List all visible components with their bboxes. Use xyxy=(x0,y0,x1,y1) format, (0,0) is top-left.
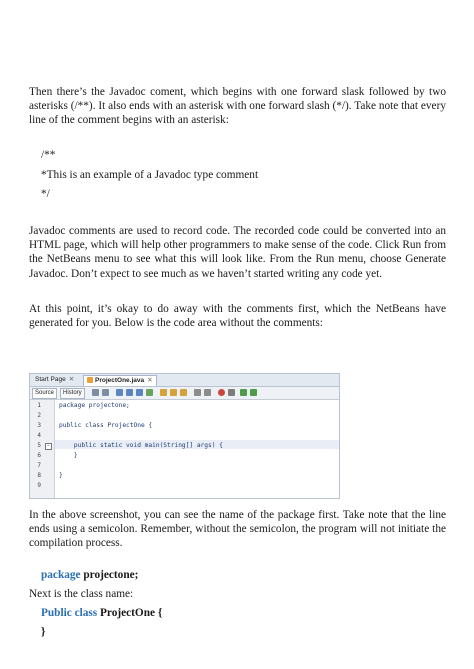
paragraph-javadoc-intro: Then there’s the Javadoc coment, which begins with one forward slask followed by two asterisks (/**). It also ends with an asterisk with one forward slash (*/). Take note that every line of the comment begins with an asterisk: xyxy=(29,86,446,127)
javadoc-example-line: */ xyxy=(41,188,50,200)
line-number: 9 xyxy=(37,482,41,489)
javadoc-example-line: /** xyxy=(41,149,56,161)
code-line: public static void main(String[] args) { xyxy=(59,442,223,449)
line-number: 3 xyxy=(37,422,41,429)
paragraph-next-class: Next is the class name: xyxy=(29,588,134,600)
tab-label: ProjectOne.java xyxy=(95,377,145,384)
line-number: 4 xyxy=(37,432,41,439)
previous-bookmark-icon[interactable] xyxy=(170,389,177,396)
package-snippet xyxy=(41,568,138,582)
line-number: 7 xyxy=(37,462,41,469)
close-icon[interactable]: ✕ xyxy=(68,376,75,383)
source-view-button[interactable]: Source xyxy=(32,388,57,399)
back-icon[interactable] xyxy=(92,389,99,396)
paragraph-javadoc-purpose: Javadoc comments are used to record code. The recorded code could be converted into an HTML page, which will help other programmers to make sense of the code. Click Run from the NetBeans menu to see what this will look like. From the Run menu, choose Generate Javadoc. Don’t expect to see much as we haven’t started writing any code yet. xyxy=(29,225,446,280)
close-icon[interactable]: ✕ xyxy=(147,377,153,384)
paragraph-remove-comments: At this point, it’s okay to do away with the comments first, which the NetBeans have generated for you. Below is the code area without the comments: xyxy=(29,303,446,330)
java-file-icon xyxy=(87,377,93,383)
stop-macro-icon[interactable] xyxy=(228,389,235,396)
editor-toolbar xyxy=(30,387,339,400)
line-number-gutter xyxy=(30,400,55,498)
line-number: 8 xyxy=(37,472,41,479)
line-number: 1 xyxy=(37,402,41,409)
next-bookmark-icon[interactable] xyxy=(180,389,187,396)
toggle-highlight-icon[interactable] xyxy=(146,389,153,396)
uncomment-icon[interactable] xyxy=(250,389,257,396)
tab-start-page[interactable] xyxy=(32,375,77,385)
line-number: 6 xyxy=(37,452,41,459)
forward-icon[interactable] xyxy=(102,389,109,396)
record-macro-icon[interactable] xyxy=(218,389,225,396)
code-line: } xyxy=(59,472,63,479)
tab-label: Start Page xyxy=(35,376,66,383)
line-number: 5 xyxy=(37,442,41,449)
bookmark-icon[interactable] xyxy=(160,389,167,396)
code-editor[interactable] xyxy=(55,400,339,498)
editor-tab-bar xyxy=(30,374,339,387)
package-name: projectone; xyxy=(80,569,139,581)
search-icon[interactable] xyxy=(116,389,123,396)
class-name: ProjectOne { xyxy=(97,607,163,619)
tab-projectone-java[interactable] xyxy=(83,375,157,386)
package-keyword: package xyxy=(41,569,81,581)
line-number: 2 xyxy=(37,412,41,419)
javadoc-example-line: *This is an example of a Javadoc type comment xyxy=(41,169,259,181)
comment-icon[interactable] xyxy=(240,389,247,396)
code-line: public class ProjectOne { xyxy=(59,422,153,429)
netbeans-editor-screenshot xyxy=(29,373,340,499)
fold-toggle-icon[interactable]: − xyxy=(45,443,52,450)
find-previous-icon[interactable] xyxy=(126,389,133,396)
class-snippet xyxy=(41,606,162,620)
find-next-icon[interactable] xyxy=(136,389,143,396)
shift-right-icon[interactable] xyxy=(204,389,211,396)
history-view-button[interactable]: History xyxy=(60,388,85,399)
code-line: package projectone; xyxy=(59,402,130,409)
closing-brace-snippet: } xyxy=(41,626,46,638)
paragraph-screenshot-caption: In the above screenshot, you can see the name of the package first. Take note that the line ends using a semicolon. Remember, without the semicolon, the program will not initiate the compilation process. xyxy=(29,509,446,550)
code-line: } xyxy=(59,452,78,459)
shift-left-icon[interactable] xyxy=(194,389,201,396)
class-keyword: Public class xyxy=(41,607,98,619)
